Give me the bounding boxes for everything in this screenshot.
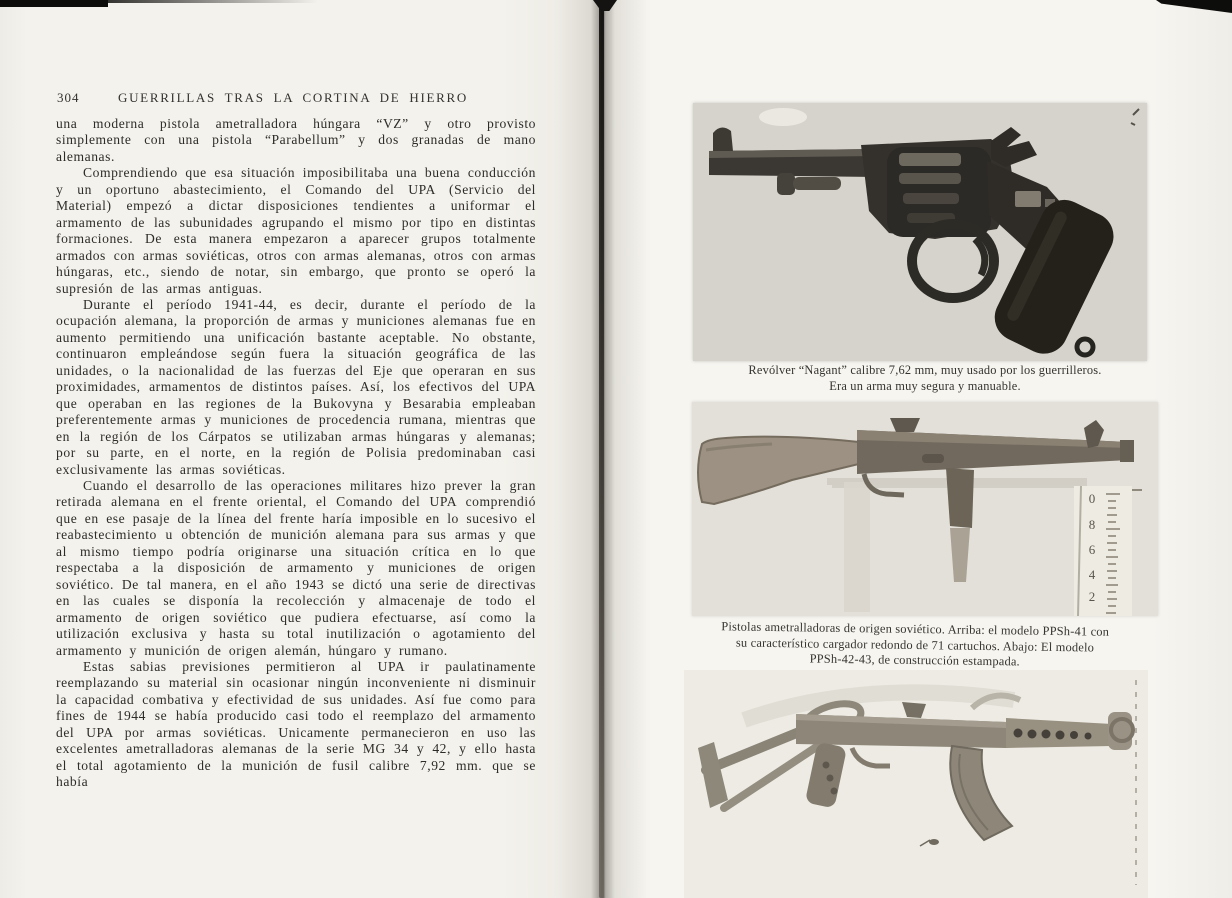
left-page (0, 0, 612, 898)
nagant-revolver-photo (693, 103, 1147, 361)
ruler-label: 0 (1088, 491, 1096, 506)
caption-line: PPSh-42-43, de construcción estampada. (809, 651, 1021, 669)
figure-pps43 (684, 670, 1148, 898)
pps43-photo (684, 670, 1148, 898)
figure2-caption (645, 618, 1186, 672)
book-spine (599, 0, 604, 898)
figure1-caption (655, 363, 1195, 394)
caption-line: Revólver “Nagant” calibre 7,62 mm, muy usado por los guerrilleros. (748, 363, 1102, 377)
page-number: 304 (57, 90, 80, 105)
figure-ppsh41 (692, 402, 1158, 616)
paragraph: una moderna pistola ametralladora húngara “VZ” y otro provisto simplemente con una pistola “Parabellum” y dos granadas de mano alemanas. (56, 116, 536, 164)
paragraph: Estas sabias previsiones permitieron al UPA ir paulatinamente reemplazando su material sin ocasionar ningún inconveniente ni disminuir la capacidad combativa y efectividad de sus unidades. Así fue como para fines de 1944 se había producido casi todo el reemplazo del armamento del UPA por armas soviéticas. Unicamente permanecieron en uso las excelentes ametralladoras alemanas de la serie MG 34 y 42, y ello hasta el total agotamiento de la munición de fusil calibre 7,92 mm. que se había (56, 658, 536, 790)
caption-line: Era un arma muy segura y manuable. (829, 378, 1021, 393)
ruler-label: 2 (1088, 589, 1096, 604)
paragraph: Durante el período 1941-44, es decir, durante el período de la ocupación alemana, la proporción de armas y municiones alemanas fue en aumento permitiendo una unificación bastante aceptable. No obstante, continuaron empleándose según fuera la situación geográfica de las unidades, o la nacionalidad de las fuerzas del Eje que operaran en sus proximidades, armamentos de distintos países. Así, los efectivos del UPA que operaban en las regiones de la Bukovyna y Besarabia empleaban preferentemente armas y municiones de procedencia rumana, mientras que en la región de los Cárpatos se utilizaban armas húngaras y alemanas; por su parte, en el norte, en la región de Polisia predominaban casi exclusivamente las armas soviéticas. (56, 296, 536, 477)
ruler-label: 6 (1088, 542, 1096, 557)
scan-edge-top-left-fade (108, 0, 318, 3)
ruler-label: 8 (1088, 517, 1096, 532)
body-text (56, 116, 536, 791)
caption-line: su característico cargador redondo de 71 cartuchos. Abajo: El modelo (735, 635, 1095, 655)
scan-edge-top-left (0, 0, 108, 7)
figure-nagant-revolver (693, 103, 1147, 361)
paragraph: Cuando el desarrollo de las operaciones militares hizo prever la gran retirada alemana en el frente oriental, el Comando del UPA comprendió que en ese pasaje de la línea del frente haría imposible en lo sucesivo el reabastecimiento u obtención de munición alemana para sus armas y que al mismo tiempo podría originarse una situación crítica en lo que respectaba a la disposición de armamento y municiones de origen soviético. De tal manera, en el año 1943 se dictó una serie de directivas en las cuales se disponía la recolección y almacenaje de todo el armamento de origen soviético que pudiera efectuarse, así como la utilización exclusiva y hasta su total inutilización o agotamiento del armamento y munición de origen alemán, húngaro y rumano. (56, 477, 536, 658)
paragraph: Comprendiendo que esa situación imposibilitaba una buena conducción y un oportuno abastecimiento, el Comando del UPA (Servicio del Material) empezó a dictar disposiciones tendientes a uniformar el armamento de las subunidades agrupando el mismo por tipo en distintas formaciones. De esta manera empezaron a aparecer grupos totalmente armados con armas soviéticas, otros con armas alemanas, otros con armas húngaras, etc., siendo de notar, sin embargo, que pronto se operó la supresión de las armas antiguas. (56, 165, 536, 296)
ppsh41-photo (692, 402, 1158, 616)
running-title: GUERRILLAS TRAS LA CORTINA DE HIERRO (118, 90, 468, 105)
ruler-label: 4 (1088, 567, 1096, 582)
caption-line: Pistolas ametralladoras de origen soviético. Arriba: el modelo PPSh-41 con (721, 619, 1110, 639)
